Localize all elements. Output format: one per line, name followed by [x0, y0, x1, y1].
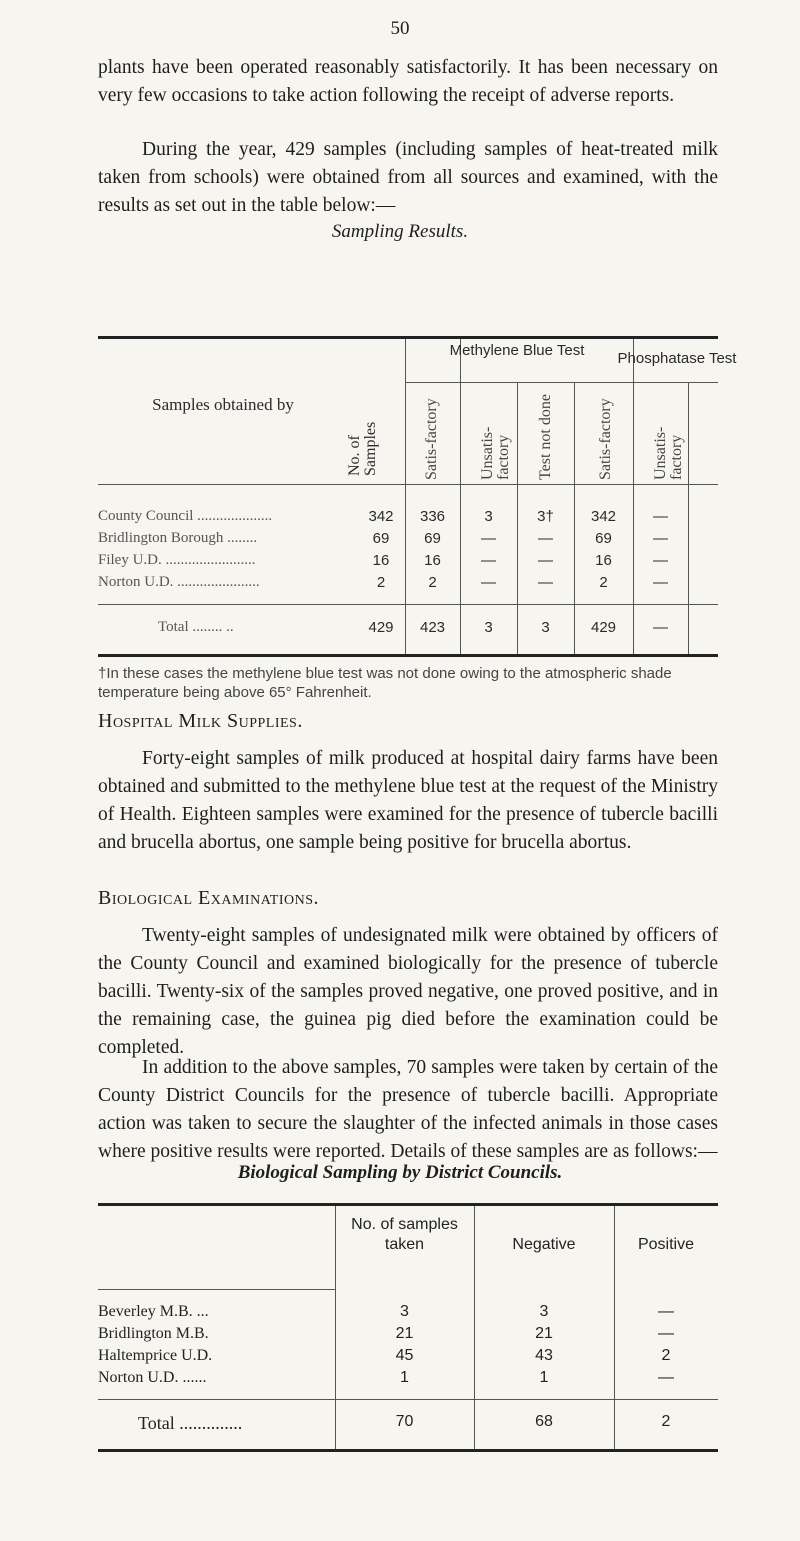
header-methylene-blue-test: Methylene Blue Test	[449, 342, 585, 359]
header-phosphatase-test: Phosphatase Test	[617, 350, 737, 367]
header-no-of-samples: No. of Samples	[346, 421, 379, 476]
table2-caption: Biological Sampling by District Councils.	[237, 1162, 563, 1183]
heading-hospital-milk-supplies: Hospital Milk Supplies.	[98, 710, 303, 732]
header-positive: Positive	[637, 1236, 695, 1253]
header-no-of-samples-taken: No. of samples taken	[351, 1216, 458, 1253]
header-mb-unsatisfactory: Unsatis-factory	[479, 426, 512, 480]
header-ph-satisfactory: Satis-factory	[597, 398, 614, 480]
page-number: 50	[390, 18, 410, 39]
paragraph-during-year: During the year, 429 samples (including samples of heat-treated milk taken from schools) were obtained from all sources and examined, with the results as set out in the table below:—	[98, 139, 718, 216]
table1-top-rule	[98, 336, 718, 339]
header-ph-unsatisfactory: Unsatis-factory	[652, 426, 685, 480]
paragraph-addition: In addition to the above samples, 70 samples were taken by certain of the County District Councils for the presence of tubercle bacilli. Appropriate action was taken to secure the slaughter of the infected animals in those cases where positive results were reported. Details of these samples are as follows:—	[98, 1057, 718, 1162]
header-samples-obtained-by: Samples obtained by	[152, 395, 294, 414]
document-page: 50 plants have been operated reasonably satisfactorily. It has been necessary on very few occasions to take action following the receipt of adverse reports. During the year, 429 samples (including samples of heat-treated milk taken from schools) were obtained from all sources and examined, with the results as set out in the table below:— Sampling Results. Samples obtained by No. of Samples Methylene Blue Test Phosphatase Test Satis-factory Unsatis-factory Test not done Satis-factory Unsatis-factory County Council .................... 342 336 3 3† 342 — Bridlington Borough ........ 69 69 — — 69 — Filey U.D. ........................ 16 16 — — 16 — Norton U.D. ...................... 2 2 — — 2 — Total ........ .. 429 423 3 3 429 — †In these cases the methylene blue test was not done owing to the atmospheric shade temperature being above 65° Fahrenheit. Hospital Milk Supplies. Forty-eight samples of milk produced at hospital dairy farms have been obtained and submitted to the methylene blue test at the request of the Ministry of Health. Eighteen samples were examined for the presence of tubercle bacilli and brucella abortus, one sample being positive for brucella abortus. Biological Examinations. Twenty-eight samples of undesignated milk were obtained by officers of the County Council and examined biologically for the presence of tubercle bacilli. Twenty-six of the samples proved negative, one proved positive, and in the remaining case, the guinea pig died before the examination could be completed. In addition to the above samples, 70 samples were taken by certain of the County District Councils for the presence of tubercle bacilli. Appropriate action was taken to secure the slaughter of the infected animals in those cases where positive results were reported. Details of these samples are as follows:— Biological Sampling by District Councils. No. of samples taken Negative Positive Beverley M.B. ... 3 3 — Bridlington M.B. 21 21 — Haltemprice U.D. 45 43 2 Norton U.D. ...... 1 1 — Total .............. 70 68 2	[0, 0, 800, 1541]
table1-caption: Sampling Results.	[331, 221, 469, 242]
paragraph-intro: plants have been operated reasonably satisfactorily. It has been necessary on very few occasions to take action following the receipt of adverse reports.	[98, 57, 718, 106]
header-mb-test-not-done: Test not done	[537, 394, 554, 480]
paragraph-hospital: Forty-eight samples of milk produced at hospital dairy farms have been obtained and submitted to the methylene blue test at the request of the Ministry of Health. Eighteen samples were examined for the presence of tubercle bacilli and brucella abortus, one sample being positive for brucella abortus.	[98, 748, 718, 853]
header-mb-satisfactory: Satis-factory	[423, 398, 440, 480]
header-negative: Negative	[512, 1236, 576, 1253]
table2-bottom-rule	[98, 1449, 718, 1452]
table2-top-rule	[98, 1203, 718, 1206]
table1-footnote: †In these cases the methylene blue test was not done owing to the atmospheric shade temperature being above 65° Fahrenheit.	[98, 665, 672, 701]
table1-bottom-rule	[98, 654, 718, 657]
paragraph-biological: Twenty-eight samples of undesignated milk were obtained by officers of the County Council and examined biologically for the presence of tubercle bacilli. Twenty-six of the samples proved negative, one proved positive, and in the remaining case, the guinea pig died before the examination could be completed.	[98, 925, 718, 1058]
heading-biological-examinations: Biological Examinations.	[98, 887, 319, 909]
